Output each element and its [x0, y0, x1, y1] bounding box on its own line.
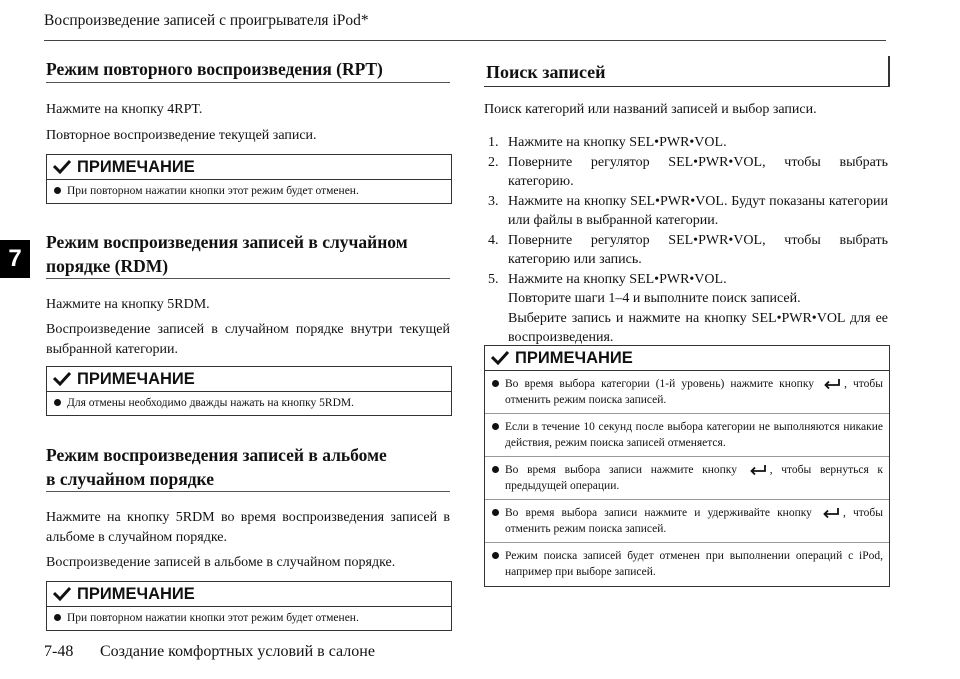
album-note-box: [46, 581, 452, 631]
back-icon: [823, 377, 841, 389]
chapter-tab: 7: [0, 240, 30, 278]
back-icon: [822, 506, 840, 518]
note-label: ПРИМЕЧАНИЕ: [77, 584, 195, 603]
note-item: Если в течение 10 секунд после выбора категории не выполняются никакие действия, режим поиска записей отменяется.: [485, 413, 889, 456]
bullet-icon: [492, 423, 499, 430]
checkmark-icon: [53, 587, 71, 601]
note-item: Режим поиска записей будет отменен при выполнении операций с iPod, например при выборе записей.: [485, 542, 889, 586]
bullet-icon: [54, 399, 61, 406]
checkmark-icon: [53, 372, 71, 386]
step-item: 5. Нажмите на кнопку SEL•PWR•VOL.: [488, 271, 727, 287]
search-heading: Поиск записей: [486, 62, 606, 82]
rdm-heading-line2: порядке (RDM): [46, 256, 169, 276]
note-text: При повторном нажатии кнопки этот режим будет отменен.: [67, 185, 359, 197]
rpt-description: Повторное воспроизведение текущей записи.: [46, 128, 317, 143]
note-item: Во время выбора записи нажмите кнопку , чтобы вернуться к предыдущей операции.: [485, 456, 889, 499]
note-item: [47, 180, 451, 203]
step-item: 2. Поверните регулятор SEL•PWR•VOL, чтобы выбрать категорию.: [488, 154, 888, 189]
checkmark-icon: [53, 160, 71, 174]
rdm-note-box: [46, 366, 452, 416]
header-divider: [44, 40, 886, 41]
album-description: Воспроизведение записей в альбоме в случайном порядке.: [46, 555, 396, 570]
step-item: 3. Нажмите на кнопку SEL•PWR•VOL. Будут показаны категории или файлы в выбранной категории.: [488, 193, 888, 228]
rdm-heading: [46, 230, 408, 278]
bullet-icon: [54, 614, 61, 621]
back-icon: [749, 463, 767, 475]
bullet-icon: [492, 509, 499, 516]
album-heading-line2: в случайном порядке: [46, 469, 214, 489]
step5-extra-2: Выберите запись и нажмите на кнопку SEL•PWR•VOL для ее воспроизведения.: [508, 310, 888, 345]
note-label: ПРИМЕЧАНИЕ: [515, 348, 633, 367]
note-item: [47, 392, 451, 415]
rdm-description: Воспроизведение записей в случайном порядке внутри текущей выбранной категории.: [46, 322, 450, 357]
bullet-icon: [492, 552, 499, 559]
rpt-heading: Режим повторного воспроизведения (RPT): [46, 59, 383, 79]
rdm-heading-line1: Режим воспроизведения записей в случайном: [46, 232, 408, 252]
checkmark-icon: [491, 351, 509, 365]
note-item: Во время выбора записи нажмите и удерживайте кнопку , чтобы отменить режим поиска записей.: [485, 499, 889, 542]
note-label: ПРИМЕЧАНИЕ: [77, 369, 195, 388]
search-note-box: [484, 345, 890, 587]
page-number: 7-48: [44, 643, 74, 660]
search-steps: [488, 133, 888, 348]
rpt-instruction: Нажмите на кнопку 4RPT.: [46, 102, 203, 117]
note-item: [47, 607, 451, 630]
note-header: [47, 367, 451, 392]
bullet-icon: [492, 466, 499, 473]
rdm-heading-rule: [46, 278, 450, 279]
album-instruction: Нажмите на кнопку 5RDM во время воспроизведения записей в альбоме в случайном порядке.: [46, 510, 450, 545]
note-header: [47, 155, 451, 180]
note-label: ПРИМЕЧАНИЕ: [77, 157, 195, 176]
rpt-note-box: [46, 154, 452, 204]
album-heading-line1: Режим воспроизведения записей в альбоме: [46, 445, 387, 465]
search-intro: Поиск категорий или названий записей и выбор записи.: [484, 102, 817, 117]
rpt-heading-rule: [46, 82, 450, 83]
note-header: [47, 582, 451, 607]
step-item: 1. Нажмите на кнопку SEL•PWR•VOL.: [488, 135, 727, 150]
album-heading: [46, 443, 387, 491]
bullet-icon: [492, 380, 499, 387]
step-item: 4. Поверните регулятор SEL•PWR•VOL, чтобы выбрать категорию или запись.: [488, 232, 888, 267]
page-header-title: Воспроизведение записей с проигрывателя iPod*: [44, 12, 369, 29]
step5-extra-1: Повторите шаги 1–4 и выполните поиск записей.: [508, 291, 801, 306]
note-text: При повторном нажатии кнопки этот режим будет отменен.: [67, 612, 359, 624]
note-header: [485, 346, 889, 371]
footer-chapter-title: Создание комфортных условий в салоне: [100, 643, 375, 660]
bullet-icon: [54, 187, 61, 194]
note-text: Для отмены необходимо дважды нажать на кнопку 5RDM.: [67, 397, 355, 409]
rdm-instruction: Нажмите на кнопку 5RDM.: [46, 297, 210, 312]
album-heading-rule: [46, 491, 450, 492]
note-item: Во время выбора категории (1-й уровень) нажмите кнопку , чтобы отменить режим поиска записей.: [485, 371, 889, 413]
